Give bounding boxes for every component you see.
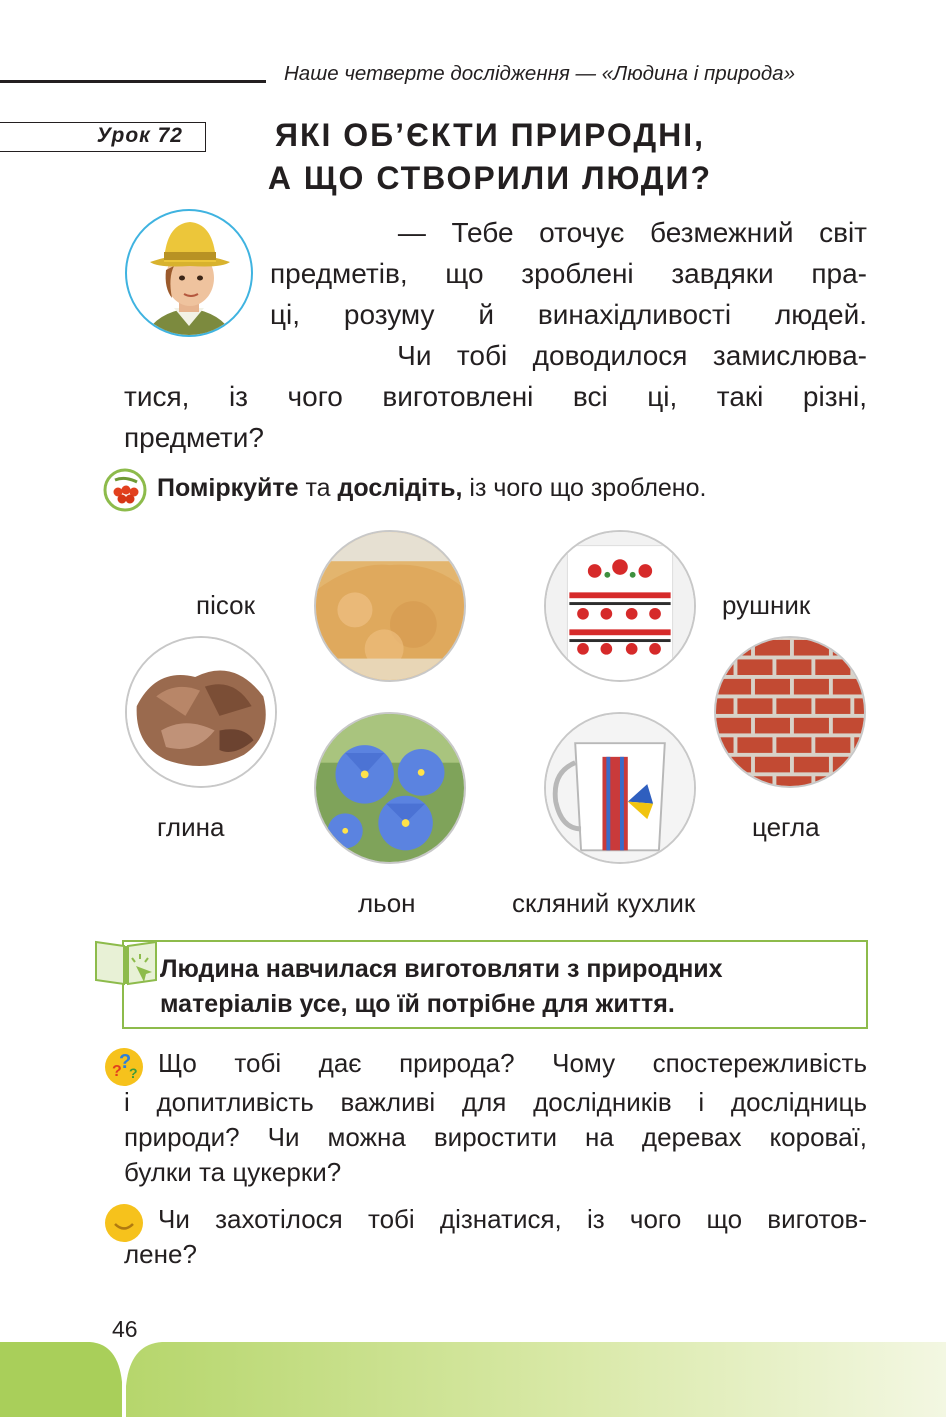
svg-text:?: ? (119, 1051, 132, 1073)
task-instruction (157, 474, 706, 503)
glass-mug-label: скляний кухлик (512, 888, 696, 918)
lesson-label: Урок 72 (96, 124, 183, 147)
header-rule (0, 80, 266, 83)
intro-line: Чи тобі доводилося замислюва- (270, 340, 867, 371)
towel-picture (544, 530, 696, 682)
brick-picture (714, 636, 866, 788)
question-line: природи? Чи можна виростити на деревах короваї, (124, 1122, 867, 1152)
explorer-avatar (124, 208, 254, 338)
clay-picture (125, 636, 277, 788)
question-line: Що тобі дає природа? Чому спостережливість (158, 1048, 867, 1078)
intro-line: ці, розуму й винахідливості людей. (270, 299, 867, 330)
intro-line: предмети? (124, 422, 264, 453)
task-rest: із чого що зроблено. (462, 474, 707, 502)
flax-label: льон (358, 888, 416, 918)
sand-label: пісок (196, 590, 255, 620)
question-line: і допитливість важливі для дослідників і дослідниць (124, 1087, 867, 1117)
task-verb-1: Поміркуйте (157, 474, 299, 502)
footer-band (0, 1342, 946, 1417)
brick-label: цегла (752, 812, 820, 842)
svg-text:?: ? (112, 1063, 122, 1080)
question-line: булки та цукерки? (124, 1157, 342, 1187)
intro-line: — Тебе оточує безмежний світ (270, 217, 867, 248)
svg-text:?: ? (129, 1065, 138, 1081)
lesson-title-line-2: А ЩО СТВОРИЛИ ЛЮДИ? (267, 160, 713, 196)
sand-picture (314, 530, 466, 682)
glass-mug-picture (544, 712, 696, 864)
question-marks-icon (103, 1046, 145, 1088)
rowan-berries-icon (103, 468, 147, 512)
conclusion-line-2: матеріалів усе, що їй потрібне для життя. (160, 990, 675, 1018)
open-book-icon (92, 936, 160, 986)
task-connector: та (298, 474, 338, 502)
lesson-title-line-1: ЯКІ ОБ’ЄКТИ ПРИРОДНІ, (274, 117, 706, 153)
clay-label: глина (157, 812, 225, 842)
task-verb-2: дослідіть, (337, 474, 463, 502)
lesson-box (0, 122, 206, 152)
reflection-line: лене? (124, 1239, 197, 1269)
intro-line: предметів, що зроблені завдяки пра- (270, 258, 867, 289)
flax-picture (314, 712, 466, 864)
smile-icon (103, 1202, 145, 1244)
running-title: Наше четверте дослідження — «Людина і природа» (284, 62, 795, 85)
page-number: 46 (112, 1316, 138, 1342)
towel-label: рушник (722, 590, 811, 620)
conclusion-line-1: Людина навчилася виготовляти з природних (160, 955, 723, 983)
intro-line: тися, із чого виготовлені всі ці, такі різні, (124, 381, 867, 412)
reflection-line: Чи захотілося тобі дізнатися, із чого що виготов- (158, 1204, 867, 1234)
